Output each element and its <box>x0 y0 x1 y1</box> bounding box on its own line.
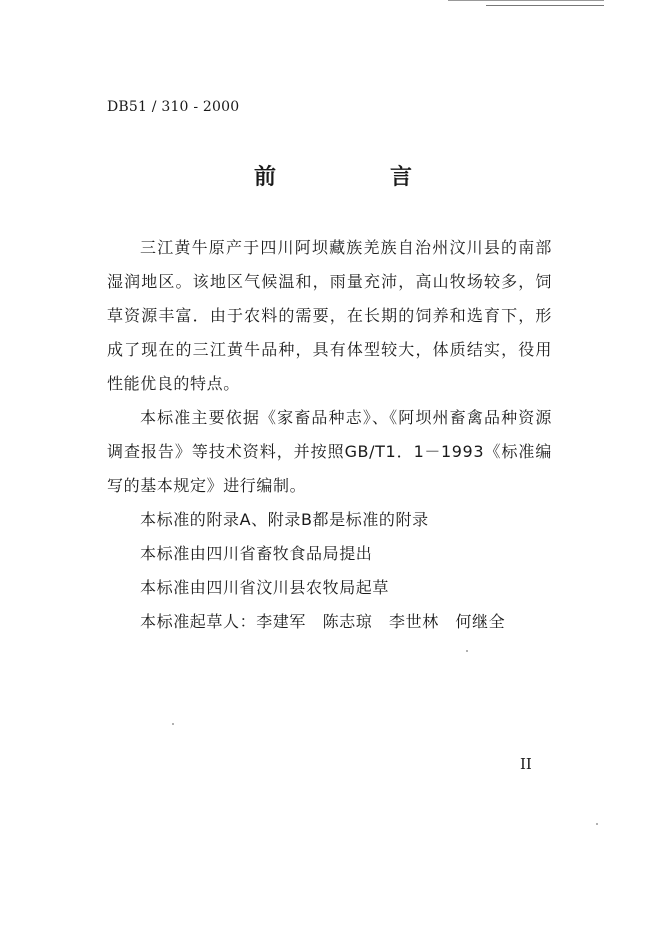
page-title: 前 言 <box>253 165 458 190</box>
scan-speck <box>596 823 598 825</box>
line-appendix: 本标准的附录A、附录B都是标准的附录 <box>140 510 429 529</box>
page-number: II <box>520 755 532 773</box>
paragraph-origin: 三江黄牛原产于四川阿坝藏族羌族自治州汶川县的南部湿润地区。该地区气候温和，雨量充沛，高山牧场较多，饲草资源丰富．由于农料的需要，在长期的饲养和选育下，形成了现在的三江黄牛品种，具有体型较大，体质结实，役用性能优良的特点。 <box>107 238 552 393</box>
scan-speck <box>466 650 468 652</box>
standard-code: DB51 / 310 - 2000 <box>107 99 240 115</box>
body-text <box>107 231 552 639</box>
scan-speck <box>172 723 174 725</box>
line-proposer: 本标准由四川省畜牧食品局提出 <box>140 544 373 563</box>
line-drafters: 本标准起草人：李建军 陈志琼 李世林 何继全 <box>140 612 506 631</box>
top-rule <box>448 0 604 1</box>
line-drafting-unit: 本标准由四川省汶川县农牧局起草 <box>140 578 390 597</box>
top-rule-short <box>486 5 604 6</box>
paragraph-basis: 本标准主要依据《家畜品种志》、《阿坝州畜禽品种资源调查报告》等技术资料，并按照GB/T1．1－1993《标准编写的基本规定》进行编制。 <box>107 408 552 495</box>
